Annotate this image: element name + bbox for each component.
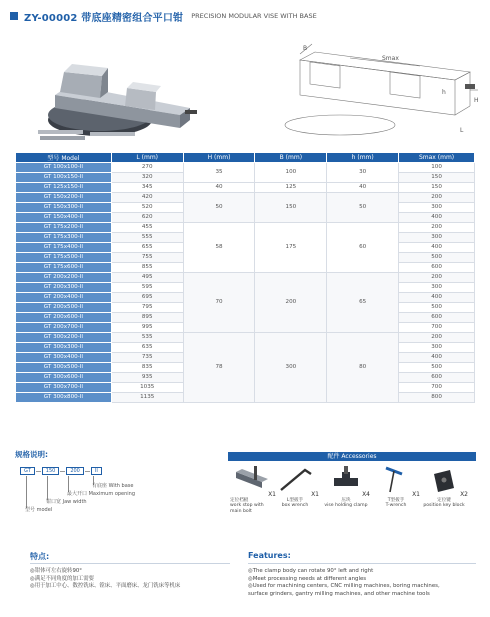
- cell-l: 735: [111, 353, 183, 363]
- cell-b: 300: [255, 333, 327, 403]
- page-header: [10, 8, 317, 24]
- drawing-label-l: L: [460, 127, 464, 134]
- cell-h: 40: [183, 183, 255, 193]
- cell-h: 58: [183, 223, 255, 273]
- cell-l: 455: [111, 223, 183, 233]
- cell-l: 1135: [111, 393, 183, 403]
- cell-model: GT 175x300-II: [16, 233, 112, 243]
- clamp-icon: [326, 464, 366, 494]
- cell-l: 855: [111, 263, 183, 273]
- cell-model: GT 300x300-II: [16, 343, 112, 353]
- page-title: ZY-00002 带底座精密组合平口钳: [24, 12, 184, 24]
- cell-smax: 200: [399, 273, 475, 283]
- table-row: [16, 223, 475, 233]
- col-b: B (mm): [255, 153, 327, 163]
- accessory-l-wrench: X1 L型扳手 box wrench: [271, 464, 319, 509]
- cell-h: 70: [183, 273, 255, 333]
- feature-en-item: surface grinders, gantry milling machines, and other machine tools: [248, 590, 430, 597]
- features-en-divider: [248, 563, 476, 564]
- table-row: [16, 333, 475, 343]
- cell-smax: 200: [399, 193, 475, 203]
- cell-h-small: 65: [327, 273, 399, 333]
- accessory-work-stop: X1 定位档板 work stop with main bolt: [228, 464, 276, 514]
- cell-model: GT 300x600-II: [16, 373, 112, 383]
- cell-h-small: 80: [327, 333, 399, 403]
- cell-model: GT 175x600-II: [16, 263, 112, 273]
- work-stop-icon: [232, 464, 272, 494]
- code-dash: [60, 471, 65, 472]
- cell-l: 795: [111, 303, 183, 313]
- cell-l: 320: [111, 173, 183, 183]
- table-row: [16, 273, 475, 283]
- features-cn-list: [30, 568, 180, 591]
- feature-en-item: ◎Meet processing needs at different angles: [248, 575, 367, 582]
- features-cn-title: 特点:: [30, 552, 50, 561]
- cell-l: 695: [111, 293, 183, 303]
- cell-smax: 300: [399, 343, 475, 353]
- drawing-label-h: h: [442, 89, 446, 96]
- key-block-icon: [424, 464, 464, 494]
- drawing-label-smax: Smax: [382, 55, 399, 62]
- cell-smax: 200: [399, 223, 475, 233]
- code-part-base: II: [91, 467, 102, 475]
- legend-model: 型号 model: [25, 507, 53, 513]
- code-dash: [85, 471, 90, 472]
- cell-smax: 400: [399, 243, 475, 253]
- cell-model: GT 200x300-II: [16, 283, 112, 293]
- cell-smax: 600: [399, 313, 475, 323]
- cell-model: GT 125x150-II: [16, 183, 112, 193]
- cell-b: 125: [255, 183, 327, 193]
- spec-title: 规格说明:: [15, 450, 48, 459]
- code-part-opening: 200: [66, 467, 84, 475]
- cell-l: 495: [111, 273, 183, 283]
- table-body: [16, 163, 475, 403]
- legend-jaw-width: 钳口宽 Jaw width: [46, 499, 87, 505]
- cell-h-small: 30: [327, 163, 399, 183]
- cell-smax: 200: [399, 333, 475, 343]
- cell-smax: 500: [399, 253, 475, 263]
- accessories-title: 配件 Accessories: [228, 452, 476, 461]
- cell-smax: 500: [399, 303, 475, 313]
- table-row: [16, 193, 475, 203]
- feature-en-item: ◎Used for machining centers, CNC milling machines, boring machines,: [248, 583, 440, 590]
- cell-l: 555: [111, 233, 183, 243]
- cell-model: GT 150x300-II: [16, 203, 112, 213]
- cell-h: 35: [183, 163, 255, 183]
- cell-l: 535: [111, 333, 183, 343]
- cell-l: 755: [111, 253, 183, 263]
- cell-l: 835: [111, 363, 183, 373]
- features-en-list: [248, 568, 440, 598]
- cell-l: 655: [111, 243, 183, 253]
- cell-smax: 300: [399, 233, 475, 243]
- features-en-title: Features:: [248, 551, 291, 560]
- cell-l: 620: [111, 213, 183, 223]
- cell-smax: 600: [399, 263, 475, 273]
- t-wrench-icon: [376, 464, 416, 494]
- cell-b: 150: [255, 193, 327, 223]
- cell-smax: 300: [399, 203, 475, 213]
- feature-cn-item: ◎用于加工中心、数控铣床、镗床、平面磨床、龙门铣床等机床: [30, 583, 181, 590]
- accessory-clamp: X4 压块 vise holding clamp: [322, 464, 370, 509]
- drawing-label-b: B: [303, 45, 308, 52]
- cell-smax: 400: [399, 293, 475, 303]
- col-h-small: h (mm): [327, 153, 399, 163]
- cell-model: GT 100x100-II: [16, 163, 112, 173]
- cell-l: 270: [111, 163, 183, 173]
- cell-smax: 150: [399, 173, 475, 183]
- legend-max-opening: 最大开口 Maximum opening: [67, 491, 136, 497]
- table-row: [16, 163, 475, 173]
- cell-l: 635: [111, 343, 183, 353]
- cell-model: GT 200x400-II: [16, 293, 112, 303]
- cell-model: GT 300x800-II: [16, 393, 112, 403]
- cell-smax: 600: [399, 373, 475, 383]
- cell-h-small: 50: [327, 193, 399, 223]
- cell-h: 50: [183, 193, 255, 223]
- table-row: [16, 183, 475, 193]
- spec-table: [15, 152, 475, 403]
- cell-l: 995: [111, 323, 183, 333]
- cell-model: GT 100x150-II: [16, 173, 112, 183]
- cell-smax: 400: [399, 353, 475, 363]
- cell-b: 200: [255, 273, 327, 333]
- feature-en-item: ◎The clamp body can rotate 90° left and right: [248, 568, 374, 574]
- feature-cn-item: ◎钳体可左右旋转90°: [30, 568, 82, 574]
- cell-h: 78: [183, 333, 255, 403]
- cell-model: GT 200x500-II: [16, 303, 112, 313]
- cell-model: GT 150x400-II: [16, 213, 112, 223]
- cell-model: GT 175x400-II: [16, 243, 112, 253]
- header-square-icon: [10, 12, 18, 20]
- cell-l: 595: [111, 283, 183, 293]
- accessory-key-block: X2 定位键 position key block: [420, 464, 468, 509]
- cell-h-small: 40: [327, 183, 399, 193]
- cell-smax: 100: [399, 163, 475, 173]
- code-part-prefix: GT: [20, 467, 35, 475]
- table-header-row: [16, 153, 475, 163]
- page-subtitle: PRECISION MODULAR VISE WITH BASE: [191, 12, 317, 20]
- cell-smax: 700: [399, 323, 475, 333]
- cell-smax: 700: [399, 383, 475, 393]
- cell-l: 1035: [111, 383, 183, 393]
- col-l: L (mm): [111, 153, 183, 163]
- model-code: [20, 466, 102, 476]
- cell-b: 175: [255, 223, 327, 273]
- col-smax: Smax (mm): [399, 153, 475, 163]
- col-model: 型号 Model: [16, 153, 112, 163]
- cell-smax: 800: [399, 393, 475, 403]
- legend-with-base: 有底座 With base: [92, 483, 134, 489]
- cell-model: GT 300x500-II: [16, 363, 112, 373]
- col-h: H (mm): [183, 153, 255, 163]
- cell-smax: 150: [399, 183, 475, 193]
- cell-model: GT 300x700-II: [16, 383, 112, 393]
- cell-model: GT 200x200-II: [16, 273, 112, 283]
- cell-model: GT 175x200-II: [16, 223, 112, 233]
- cell-model: GT 300x400-II: [16, 353, 112, 363]
- cell-l: 895: [111, 313, 183, 323]
- cell-smax: 300: [399, 283, 475, 293]
- cell-model: GT 300x200-II: [16, 333, 112, 343]
- code-dash: [36, 471, 41, 472]
- cell-model: GT 150x200-II: [16, 193, 112, 203]
- code-part-width: 150: [42, 467, 60, 475]
- vise-drawing: [270, 40, 480, 140]
- accessory-t-wrench: X1 T型扳手 T-wrench: [372, 464, 420, 509]
- cell-smax: 400: [399, 213, 475, 223]
- cell-l: 420: [111, 193, 183, 203]
- features-cn-divider: [30, 563, 230, 564]
- cell-model: GT 200x600-II: [16, 313, 112, 323]
- cell-l: 935: [111, 373, 183, 383]
- l-wrench-icon: [275, 464, 315, 494]
- cell-smax: 500: [399, 363, 475, 373]
- drawing-label-hbig: H: [474, 97, 479, 104]
- cell-l: 520: [111, 203, 183, 213]
- cell-model: GT 175x500-II: [16, 253, 112, 263]
- cell-b: 100: [255, 163, 327, 183]
- cell-h-small: 60: [327, 223, 399, 273]
- feature-cn-item: ◎满足不同角度的加工需要: [30, 575, 95, 582]
- cell-model: GT 200x700-II: [16, 323, 112, 333]
- cell-l: 345: [111, 183, 183, 193]
- vise-photo: [30, 40, 200, 145]
